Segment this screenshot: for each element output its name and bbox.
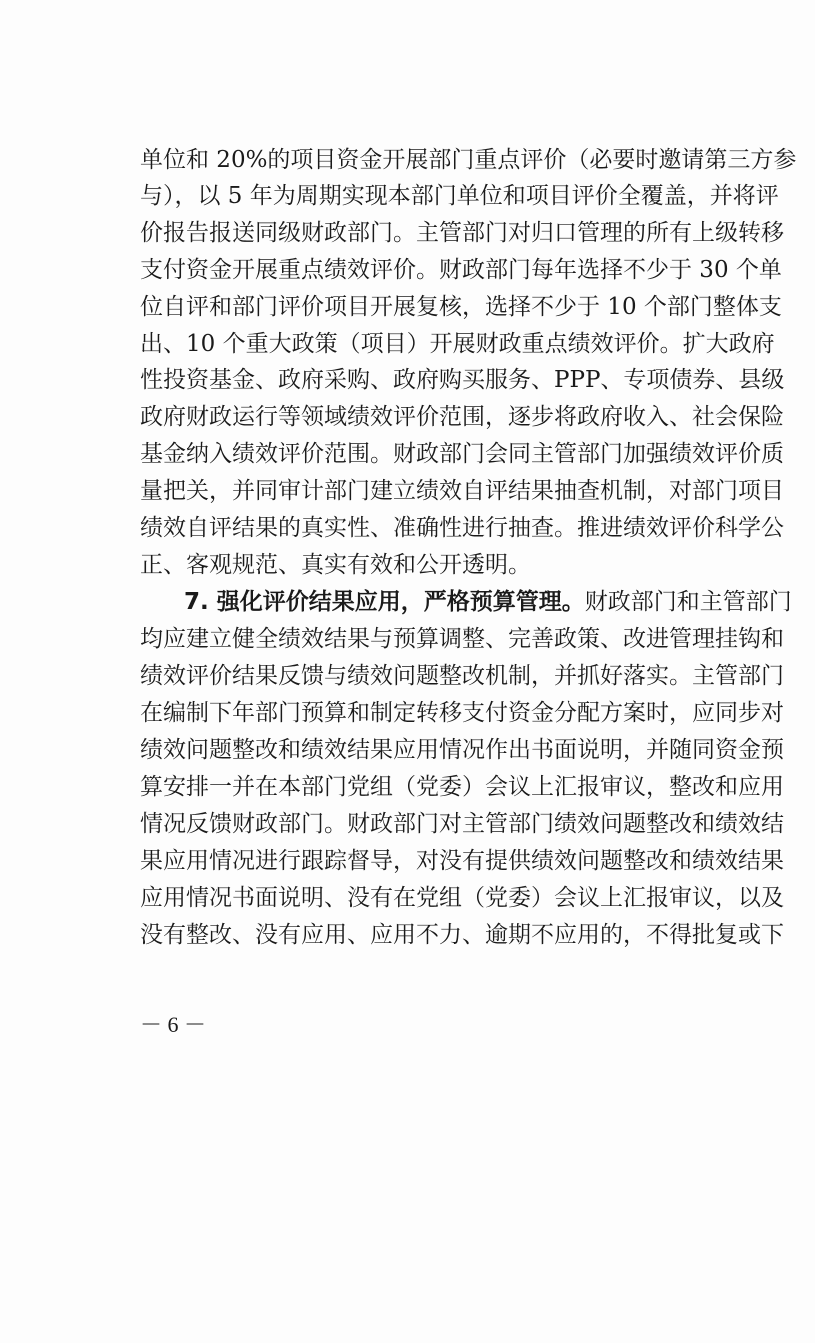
text-line: 应用情况书面说明、没有在党组（党委）会议上汇报审议，以及 (140, 885, 784, 911)
text-line: 绩效问题整改和绩效结果应用情况作出书面说明，并随同资金预 (140, 737, 784, 763)
text-line: 支付资金开展重点绩效评价。财政部门每年选择不少于 30 个单 (140, 257, 782, 283)
text-line: 单位和 20%的项目资金开展部门重点评价（必要时邀请第三方参 (140, 147, 797, 173)
text-line: 果应用情况进行跟踪督导，对没有提供绩效问题整改和绩效结果 (140, 848, 784, 874)
page-number: － 6 － (140, 1012, 207, 1037)
text-line: 在编制下年部门预算和制定转移支付资金分配方案时，应同步对 (140, 700, 784, 726)
text-line: 情况反馈财政部门。财政部门对主管部门绩效问题整改和绩效结 (140, 811, 784, 837)
section-7-first-line (184, 588, 792, 616)
text-line: 价报告报送同级财政部门。主管部门对归口管理的所有上级转移 (140, 220, 784, 246)
text-line: 位自评和部门评价项目开展复核，选择不少于 10 个部门整体支 (140, 294, 782, 320)
text-line: 基金纳入绩效评价范围。财政部门会同主管部门加强绩效评价质 (140, 441, 784, 467)
text-line: 与），以 5 年为周期实现本部门单位和项目评价全覆盖，并将评 (140, 183, 779, 209)
text-line: 正、客观规范、真实有效和公开透明。 (140, 552, 531, 578)
section-7-heading-rest: 财政部门和主管部门 (584, 589, 792, 615)
text-line: 均应建立健全绩效结果与预算调整、完善政策、改进管理挂钩和 (140, 626, 784, 652)
section-7-heading: 7. 强化评价结果应用，严格预算管理。 (184, 589, 585, 615)
text-line: 算安排一并在本部门党组（党委）会议上汇报审议，整改和应用 (140, 774, 784, 800)
text-line: 绩效评价结果反馈与绩效问题整改机制，并抓好落实。主管部门 (140, 663, 784, 689)
text-line: 没有整改、没有应用、应用不力、逾期不应用的，不得批复或下 (140, 922, 784, 948)
text-line: 性投资基金、政府采购、政府购买服务、PPP、专项债券、县级 (140, 367, 785, 393)
text-line: 政府财政运行等领域绩效评价范围，逐步将政府收入、社会保险 (140, 404, 784, 430)
text-line: 出、10 个重大政策（项目）开展财政重点绩效评价。扩大政府 (140, 331, 775, 357)
text-line: 量把关，并同审计部门建立绩效自评结果抽查机制，对部门项目 (140, 478, 784, 504)
text-line: 绩效自评结果的真实性、准确性进行抽查。推进绩效评价科学公 (140, 515, 784, 541)
